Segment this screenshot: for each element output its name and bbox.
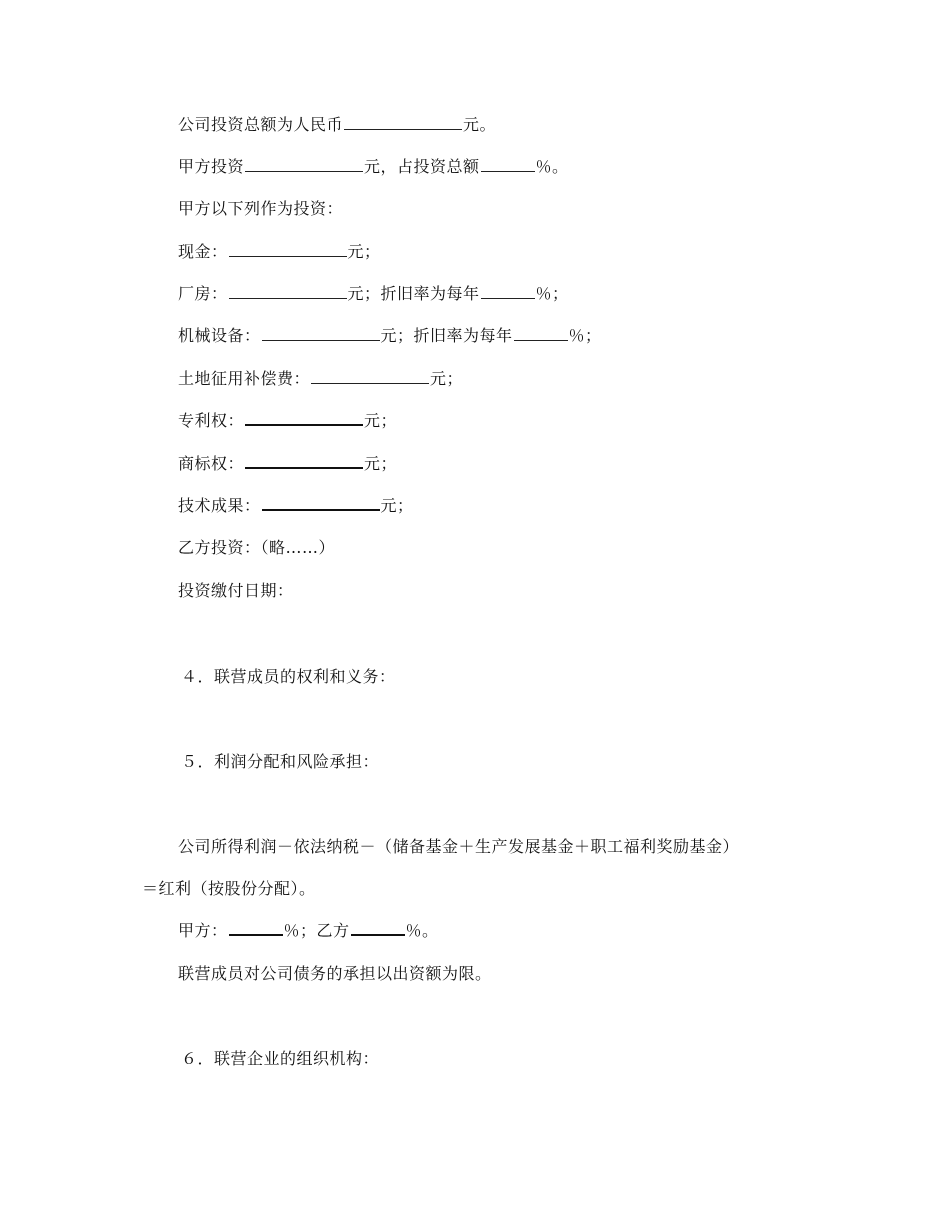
text: 技术成果： bbox=[178, 496, 261, 515]
blank-field bbox=[514, 326, 568, 341]
text: 元； bbox=[430, 369, 464, 388]
text: 元； bbox=[347, 242, 381, 261]
text: 现金： bbox=[178, 242, 228, 261]
text: 联营成员对公司债务的承担以出资额为限。 bbox=[178, 964, 492, 983]
blank-field bbox=[245, 157, 363, 172]
text: 公司所得利润－依法纳税－（储备基金＋生产发展基金＋职工福利奖励基金） bbox=[178, 837, 740, 856]
liability-line bbox=[178, 962, 492, 986]
blank-field bbox=[229, 920, 283, 936]
text: 土地征用补偿费： bbox=[178, 369, 311, 388]
party-a-investment-line bbox=[178, 155, 569, 179]
text: ５．利润分配和风险承担： bbox=[181, 752, 380, 771]
blank-field bbox=[481, 284, 535, 299]
text: ＝红利（按股份分配）。 bbox=[142, 879, 316, 898]
profit-share-line bbox=[178, 919, 439, 943]
investment-intro-line bbox=[178, 197, 343, 221]
party-b-investment-line bbox=[178, 536, 335, 560]
cash-line bbox=[178, 240, 381, 264]
section-6-heading bbox=[181, 1047, 379, 1071]
section-5-heading bbox=[181, 750, 379, 774]
factory-line bbox=[178, 282, 569, 306]
patent-line bbox=[178, 409, 397, 433]
blank-field bbox=[344, 115, 462, 130]
text: 公司投资总额为人民币 bbox=[178, 115, 344, 134]
blank-field bbox=[351, 920, 405, 936]
blank-field bbox=[229, 284, 347, 299]
total-investment-line bbox=[178, 113, 496, 137]
text: 元； bbox=[364, 411, 398, 430]
trademark-line bbox=[178, 452, 397, 476]
text: 元。 bbox=[463, 115, 497, 134]
text: ％； bbox=[535, 284, 569, 303]
text: 元；折旧率为每年 bbox=[347, 284, 480, 303]
text: 元； bbox=[380, 496, 414, 515]
text: 元，占投资总额 bbox=[364, 157, 480, 176]
tech-results-line bbox=[178, 494, 414, 518]
text: 元； bbox=[364, 454, 398, 473]
machinery-line bbox=[178, 324, 602, 348]
text: ％。 bbox=[535, 157, 569, 176]
text: 专利权： bbox=[178, 411, 245, 430]
text: ％；乙方 bbox=[283, 921, 350, 940]
text: ４．联营成员的权利和义务： bbox=[181, 667, 396, 686]
payment-date-line bbox=[178, 579, 294, 603]
profit-formula-line bbox=[178, 835, 739, 859]
text: 元；折旧率为每年 bbox=[380, 326, 513, 345]
blank-field bbox=[245, 410, 363, 426]
text: 机械设备： bbox=[178, 326, 261, 345]
land-compensation-line bbox=[178, 367, 463, 391]
text: 商标权： bbox=[178, 454, 245, 473]
text: ％。 bbox=[405, 921, 439, 940]
blank-field bbox=[229, 242, 347, 257]
profit-formula-continuation bbox=[142, 877, 316, 901]
text: 乙方投资：（略……） bbox=[178, 538, 336, 557]
section-4-heading bbox=[181, 665, 396, 689]
blank-field bbox=[311, 369, 429, 384]
text: ％； bbox=[568, 326, 602, 345]
text: 甲方： bbox=[178, 921, 228, 940]
text: 甲方投资 bbox=[178, 157, 245, 176]
blank-field bbox=[262, 326, 380, 341]
blank-field bbox=[262, 495, 380, 511]
text: ６．联营企业的组织机构： bbox=[181, 1049, 380, 1068]
blank-field bbox=[481, 157, 535, 172]
blank-field bbox=[245, 453, 363, 469]
text: 投资缴付日期： bbox=[178, 581, 294, 600]
text: 厂房： bbox=[178, 284, 228, 303]
text: 甲方以下列作为投资： bbox=[178, 199, 344, 218]
